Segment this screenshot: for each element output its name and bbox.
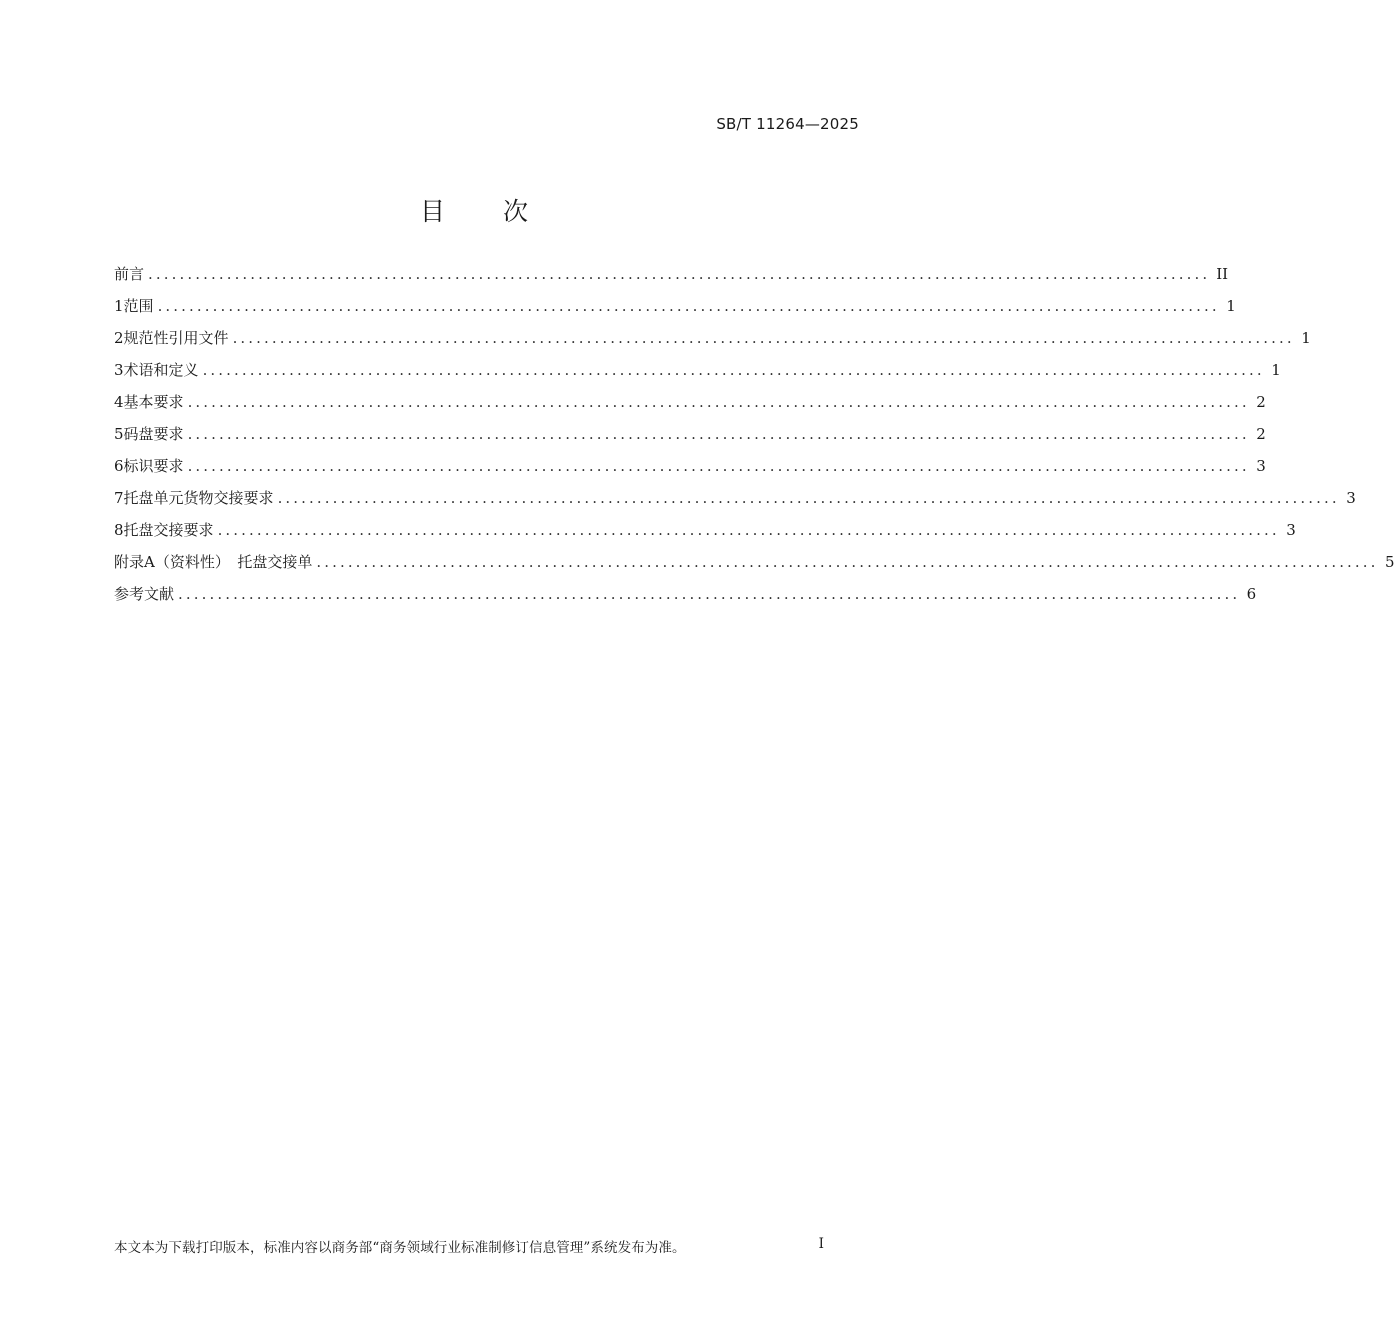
dot-leader: .......................................................................................................................................	[316, 553, 1379, 571]
toc-entry-number: 3	[114, 361, 124, 379]
toc-entry-page: 3	[1256, 457, 1266, 475]
toc-entry-page: 6	[1246, 585, 1257, 603]
toc-entry-title: 前言	[114, 265, 145, 283]
table-of-contents	[114, 264, 1395, 616]
dot-leader: .......................................................................................................................................	[187, 457, 1250, 475]
title-char-2: 次	[503, 197, 531, 226]
toc-entry-number: 1	[114, 297, 124, 315]
dot-leader: .......................................................................................................................................	[178, 585, 1241, 603]
toc-entry-number: 7	[114, 489, 124, 507]
toc-entry-5[interactable]	[114, 424, 1266, 456]
toc-entry-6[interactable]	[114, 456, 1266, 488]
toc-entry-title: 附录A（资料性） 托盘交接单	[114, 553, 313, 571]
dot-leader: .......................................................................................................................................	[232, 329, 1295, 347]
toc-entry-1[interactable]	[114, 296, 1236, 328]
dot-leader: .......................................................................................................................................	[187, 393, 1250, 411]
toc-entry-number: 5	[114, 425, 124, 443]
toc-entry-title: 码盘要求	[123, 425, 184, 443]
toc-entry-page: 1	[1301, 329, 1311, 347]
dot-leader: .......................................................................................................................................	[148, 265, 1211, 283]
toc-entry-title: 参考文献	[114, 585, 175, 603]
toc-entry-number: 8	[114, 521, 124, 539]
toc-entry-title: 基本要求	[123, 393, 184, 411]
toc-entry-page: 2	[1256, 393, 1266, 411]
toc-entry-foreword[interactable]	[114, 264, 1229, 296]
toc-entry-title: 范围	[123, 297, 154, 315]
toc-entry-title: 规范性引用文件	[123, 329, 229, 347]
dot-leader: .......................................................................................................................................	[187, 425, 1250, 443]
toc-entry-title: 术语和定义	[123, 361, 199, 379]
toc-entry-page: 3	[1346, 489, 1356, 507]
toc-entry-bibliography[interactable]	[114, 584, 1257, 616]
toc-entry-page: 1	[1271, 361, 1281, 379]
toc-entry-title: 标识要求	[123, 457, 184, 475]
dot-leader: .......................................................................................................................................	[202, 361, 1265, 379]
toc-entry-4[interactable]	[114, 392, 1266, 424]
toc-entry-number: 4	[114, 393, 124, 411]
toc-entry-number: 2	[114, 329, 124, 347]
toc-entry-appendix-a[interactable]	[114, 552, 1395, 584]
toc-entry-page: II	[1216, 265, 1229, 283]
toc-entry-page: 2	[1256, 425, 1266, 443]
toc-entry-title: 托盘单元货物交接要求	[123, 489, 274, 507]
toc-entry-page: 5	[1385, 553, 1395, 571]
title-char-1: 目	[419, 197, 447, 226]
dot-leader: .......................................................................................................................................	[157, 297, 1220, 315]
page-number: I	[818, 1236, 824, 1252]
dot-leader: .......................................................................................................................................	[217, 521, 1280, 539]
toc-entry-7[interactable]	[114, 488, 1356, 520]
toc-entry-8[interactable]	[114, 520, 1296, 552]
toc-entry-number: 6	[114, 457, 124, 475]
document-code: SB/T 11264—2025	[716, 115, 859, 133]
toc-entry-page: 3	[1286, 521, 1296, 539]
footer-note: 本文本为下载打印版本，标准内容以商务部“商务领域行业标准制修订信息管理”系统发布为准。	[114, 1240, 686, 1256]
toc-entry-3[interactable]	[114, 360, 1281, 392]
toc-entry-title: 托盘交接要求	[123, 521, 214, 539]
dot-leader: .......................................................................................................................................	[277, 489, 1340, 507]
toc-entry-2[interactable]	[114, 328, 1311, 360]
toc-entry-page: 1	[1226, 297, 1236, 315]
page-title	[0, 192, 950, 228]
